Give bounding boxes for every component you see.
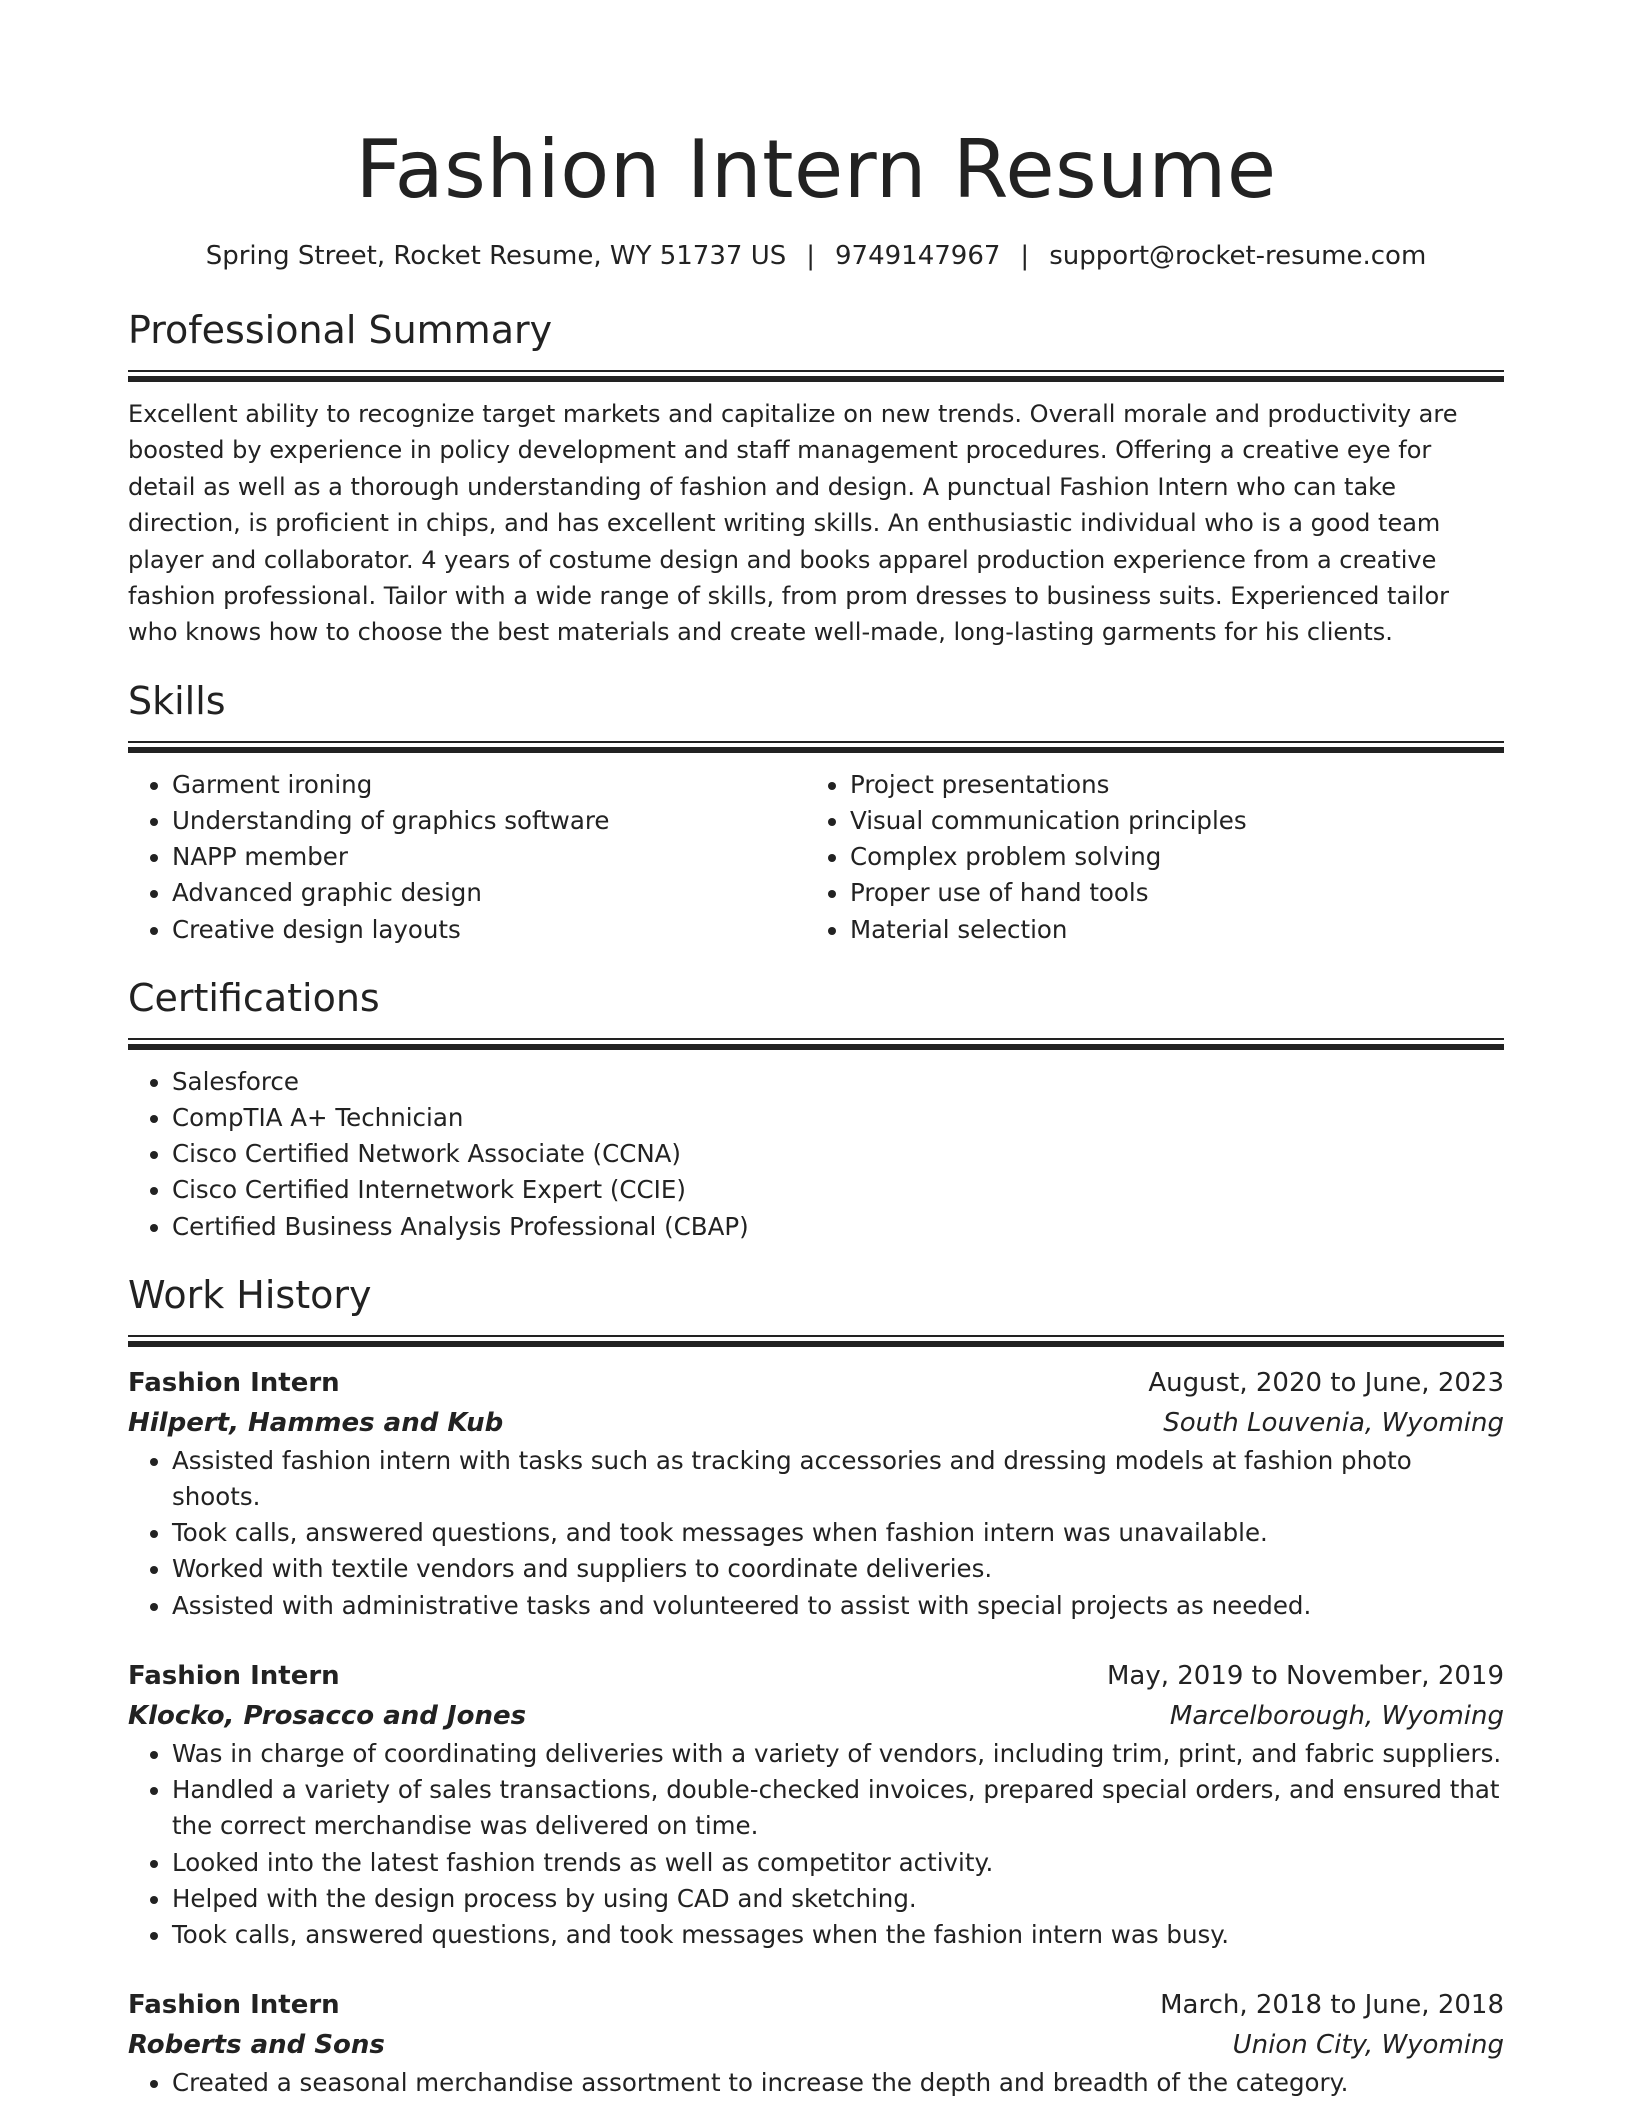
job-bullet: • Helped with the design process by using CAD and sketching. xyxy=(172,1881,1504,1917)
section-title: Professional Summary xyxy=(128,308,553,352)
skill-item: • Complex problem solving xyxy=(850,839,1484,875)
job-bullet: • Took calls, answered questions, and took messages when the fashion intern was busy. xyxy=(172,1917,1504,1953)
section-title: Certifications xyxy=(128,975,380,1020)
job-header xyxy=(128,1363,1504,1403)
skills-list xyxy=(806,767,1484,948)
certification-item: • CompTIA A+ Technician xyxy=(172,1100,1504,1136)
contact-address: Spring Street, Rocket Resume, WY 51737 US xyxy=(205,241,787,271)
job-bullet: • Created a seasonal merchandise assortment to increase the depth and breadth of the category. xyxy=(172,2065,1504,2101)
skills-grid xyxy=(128,767,1504,948)
section-divider xyxy=(128,741,1504,753)
resume-page xyxy=(128,0,1504,2101)
contact-email: support@rocket-resume.com xyxy=(1049,241,1427,271)
section-divider xyxy=(128,370,1504,382)
contact-separator: | xyxy=(806,241,815,271)
job-location: South Louvenia, Wyoming xyxy=(1163,1407,1504,1438)
contact-phone: 9749147967 xyxy=(835,241,1001,271)
job-entry xyxy=(128,1656,1504,1953)
job-location: Union City, Wyoming xyxy=(1232,2030,1504,2061)
job-bullet: • Took calls, answered questions, and took messages when fashion intern was unavailable. xyxy=(172,1515,1504,1551)
job-bullet: • Assisted fashion intern with tasks such as tracking accessories and dressing models at fashion photo shoots. xyxy=(172,1443,1504,1515)
job-subheader xyxy=(128,2025,1504,2065)
section-title: Work History xyxy=(128,1272,372,1317)
job-header xyxy=(128,1656,1504,1696)
section-title: Skills xyxy=(128,678,226,723)
certification-item: • Cisco Certified Network Associate (CCNA) xyxy=(172,1136,1504,1172)
job-title: Fashion Intern xyxy=(128,1660,340,1691)
skill-item: • Understanding of graphics software xyxy=(172,803,806,839)
section-divider xyxy=(128,1038,1504,1050)
summary-section xyxy=(128,306,1504,651)
job-bullet: • Handled a variety of sales transactions, double-checked invoices, prepared special orders, and ensured that the correct merchandise was delivered on time. xyxy=(172,1772,1504,1844)
contact-separator: | xyxy=(1020,241,1030,271)
work-history-section xyxy=(128,1271,1504,2101)
skills-section xyxy=(128,677,1504,948)
job-bullets xyxy=(128,2065,1504,2101)
job-bullets xyxy=(128,1736,1504,1953)
skill-item: • Advanced graphic design xyxy=(172,875,806,911)
skill-item: • Material selection xyxy=(850,912,1484,948)
job-bullet: • Was in charge of coordinating deliveries with a variety of vendors, including trim, print, and fabric suppliers. xyxy=(172,1736,1504,1772)
skills-list xyxy=(128,767,806,948)
skill-item: • Visual communication principles xyxy=(850,803,1484,839)
job-bullet: • Assisted with administrative tasks and volunteered to assist with special projects as needed. xyxy=(172,1588,1504,1624)
job-subheader xyxy=(128,1403,1504,1443)
job-bullet: • Worked with textile vendors and suppliers to coordinate deliveries. xyxy=(172,1551,1504,1587)
skills-column-right xyxy=(806,767,1484,948)
section-divider xyxy=(128,1335,1504,1347)
job-location: Marcelborough, Wyoming xyxy=(1169,1700,1504,1731)
certification-item: • Salesforce xyxy=(172,1064,1504,1100)
skill-item: • Proper use of hand tools xyxy=(850,875,1484,911)
summary-text: Excellent ability to recognize target markets and capitalize on new trends. Overall morale and productivity are boosted by experience in policy development and staff management procedures. Offering a creative eye for detail as well as a thorough understanding of fashion and design. A punctual Fashion Intern who can take direction, is proficient in chips, and has excellent writing skills. An enthusiastic individual who is a good team player and collaborator. 4 years of costume design and books apparel production experience from a creative fashion professional. Tailor with a wide range of skills, from prom dresses to business suits. Experienced tailor who knows how to choose the best materials and create well-made, long-lasting garments for his clients. xyxy=(128,400,1458,647)
job-header xyxy=(128,1985,1504,2025)
job-title: Fashion Intern xyxy=(128,1367,340,1398)
job-entry xyxy=(128,1363,1504,1624)
job-bullet: • Looked into the latest fashion trends as well as competitor activity. xyxy=(172,1845,1504,1881)
resume-name: Fashion Intern Resume xyxy=(355,123,1277,216)
skills-column-left xyxy=(128,767,806,948)
job-dates: May, 2019 to November, 2019 xyxy=(1106,1660,1504,1691)
skill-item: • NAPP member xyxy=(172,839,806,875)
job-company: Roberts and Sons xyxy=(128,2030,385,2061)
job-company: Klocko, Prosacco and Jones xyxy=(128,1700,527,1731)
job-entry xyxy=(128,1985,1504,2101)
skill-item: • Garment ironing xyxy=(172,767,806,803)
skill-item: • Project presentations xyxy=(850,767,1484,803)
job-company: Hilpert, Hammes and Kub xyxy=(128,1407,504,1438)
job-bullets xyxy=(128,1443,1504,1624)
job-dates: March, 2018 to June, 2018 xyxy=(1160,1990,1504,2021)
certification-item: • Cisco Certified Internetwork Expert (CCIE) xyxy=(172,1172,1504,1208)
job-dates: August, 2020 to June, 2023 xyxy=(1148,1367,1504,1398)
skill-item: • Creative design layouts xyxy=(172,912,806,948)
certifications-list xyxy=(128,1064,1504,1245)
job-title: Fashion Intern xyxy=(128,1990,340,2021)
contact-line xyxy=(128,238,1504,274)
certification-item: • Certified Business Analysis Professional (CBAP) xyxy=(172,1209,1504,1245)
certifications-section xyxy=(128,974,1504,1245)
job-subheader xyxy=(128,1696,1504,1736)
